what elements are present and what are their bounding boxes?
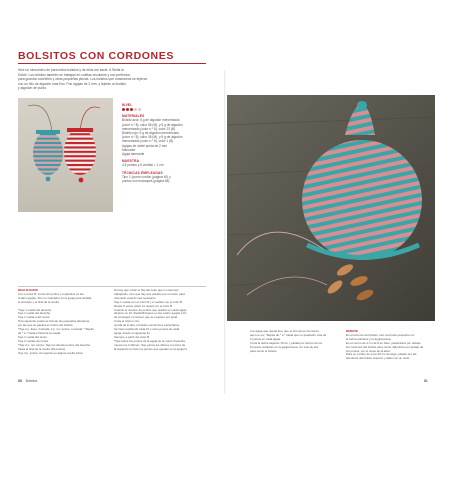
techniques-line: Tipo 1 (punto cordón (página 40) y [122, 174, 171, 179]
right-column-2 [346, 330, 441, 361]
instruction-line: de * a * hasta el final de la vuelta. [18, 331, 61, 335]
instruction-line: menos los 2 últimos. Teje juntos los últimos 2 puntos de [114, 343, 186, 347]
instruction-line: la siguiente le hace los puntos que quedan en la aguja la [114, 347, 187, 351]
techniques-label: TÉCNICAS EMPLEADAS [122, 170, 163, 175]
materials-line: mercerizado (color n.º 8), color 1 (B) [122, 139, 174, 144]
intro-paragraph [18, 68, 206, 91]
instruction-line: hasta el final de la vuelta (45 puntos). [18, 347, 67, 351]
instruction-line: Siempre a partir del color B. [114, 335, 150, 339]
left-footer [18, 379, 37, 383]
instruction-line: Teje 1 vuelta del derecho. [18, 312, 51, 316]
intro-line: para guardar colchetes y otras pequeñas piezas. Los bolsitos que mostramos se tejieron [18, 77, 148, 81]
specs-box [122, 103, 217, 183]
level-dot [138, 108, 141, 111]
pouches-photo [18, 98, 113, 212]
pouch-closeup-photo [227, 95, 435, 321]
materials-line: Agujas de doble punta de 2 mm [122, 143, 168, 148]
instruction-line: Se hace repitiendo cada 10 y otros puntos de cada [114, 328, 180, 332]
instructions-column-1 [18, 289, 108, 355]
instruction-line: Cuando el número de puntos que quedan en cada aguja [114, 308, 187, 312]
instruction-line: trabajando: sino que hay que pasarlo por el revés, para [114, 292, 185, 296]
instruction-line: Teje 4 p. juntos; sin tejerlos en alguna vuelta (reta). [18, 351, 84, 355]
instruction-line: aguja, desde el siguiente fin. [114, 331, 151, 335]
instruction-line: Teje 1 vuelta del revés. [18, 335, 48, 339]
intro-line: y algodón de punto. [18, 86, 47, 90]
instruction-line: Si la siguiente vuelta se forman las pequeñas aberturas [18, 320, 90, 324]
page-number: 88 [18, 379, 22, 383]
level-label: NIVEL [122, 103, 133, 107]
instruction-line: Teje 2 vueltas del revés. [18, 339, 50, 343]
instruction-line: de conseguir el número que se requiere por igual. [114, 316, 178, 320]
materials-line: mercerizado (color n.º 8), color 23 (B) [122, 126, 176, 131]
instruction-line: la hebra sobrante y la aguja lanera. [346, 337, 392, 341]
instruction-line: por las que se pasará el cordón del bolsito: [18, 324, 74, 328]
instruction-line: Teje 1 vuelta con el color M y 2 vueltas con el color B. [114, 300, 183, 304]
level-dot [122, 108, 125, 111]
instruction-line: No hay que cortar el hilo del color que no estemos [114, 289, 179, 292]
section-rule [18, 286, 206, 287]
pouch-closeup-illustration [227, 95, 435, 321]
instruction-line: a la aguja que queda fino, que el otro del en la misma [250, 330, 319, 333]
instruction-line: aberturas del bolsito superior y átalo con un nudo. [346, 357, 411, 361]
column-heading: REMATE [346, 330, 358, 333]
instruction-line: Cuatro agujas. Pon un marcador en la aguja para señalar [18, 296, 92, 300]
instruction-line: el principio y el final de la vuelta. [18, 300, 60, 304]
materials-label: MATERIALES [122, 114, 145, 119]
instruction-line: 2 puntos en cada aguja. [250, 337, 281, 341]
instruction-line: *Teje 1 vuelta del derecho. [18, 308, 53, 312]
title-rule [18, 63, 206, 64]
instruction-line: los puntos, por el revés de la labor. [346, 349, 391, 353]
instruction-line: Ayuda de lo alto, el bolsito comienza a estrecharse. [114, 324, 180, 328]
instruction-line: *Teje 2 p. lisos, 1 lazada, 2 p. rev. juntos, 1 lazada: * Repite [18, 328, 94, 332]
column-heading: REALIZACIÓN [18, 289, 38, 292]
materials-line: (color n.º 8), color 56 (M), y 5 g de algodón [122, 122, 183, 127]
instruction-line: los cordones del bolsito para cerrar, fijándolos por debajo de [346, 345, 424, 349]
gauge-line: 4,5 puntos y 6 vueltas = 1 cm [122, 163, 164, 168]
level-dot [130, 108, 133, 111]
instruction-line: retomarlo cuando sea necesario. [114, 296, 157, 300]
intro-line: Hice un sinnúmero de para estos bolsitos y de ellos me sacié. A Stella la [18, 68, 124, 72]
instruction-line: Corta el mismo mrn. [114, 320, 141, 324]
instruction-line: *Teje 2 p. rev. juntos. Teje los demás puntos del derecho [18, 343, 91, 347]
materials-line: Bolsito rojo: 5 g de algodón mercerizado [122, 131, 180, 136]
intro-line: con un hilo de algodón más fino. Pon agujas de 2 mm, y tejerás un bolsito [18, 81, 126, 86]
pouches-illustration [18, 98, 113, 212]
intro-line: Doble. Los bolsitos también se trabajan en vueltas circulares y son perfectos [18, 72, 130, 77]
instruction-line: Corta la hebra dejando 15 cm y pásala por dentro de los [250, 341, 323, 345]
instruction-line: 8 puntos restantes en la aguja lanera. Un solo de ello [250, 345, 319, 349]
running-head: Bolsitos [25, 379, 38, 383]
page-gutter [224, 70, 226, 394]
level-dot [134, 108, 137, 111]
materials-line: Marcador [122, 147, 136, 152]
instruction-line: Repite 5 veces (total: 11 rayas) con el color B. [114, 304, 173, 308]
techniques-line: puntos con bodoques (página 66) [122, 179, 170, 184]
instructions-column-2 [114, 289, 204, 352]
instruction-line: alcance un 10. Redistribúyelos en las cuatro agujas a fin [114, 312, 187, 316]
instruction-line: *Teje todos los puntos de la aguja de la mano izquierda [114, 339, 185, 343]
page-title: BOLSITOS CON CORDONES [18, 50, 174, 62]
instruction-line: para cerrar el bolsito. [250, 349, 278, 353]
instruction-line: Para un cordón de unos 40 cm de largo, pásalo por las [346, 353, 417, 357]
instruction-line: En el extremo del bolsito, haz una borla pequeña con [346, 333, 415, 337]
right-footer [424, 379, 431, 383]
materials-line: Bolsito azul: 5 g de algodón mercerizado [122, 118, 180, 123]
gauge-label: MUESTRA [122, 159, 140, 164]
instruction-line: aquí se rev. "Repite de * a * hasta que no quedarán más de [250, 333, 327, 337]
instruction-line: Con el color B, monta 40 puntos y repártelos en las [18, 292, 84, 296]
level-dot [126, 108, 129, 111]
materials-line: (color n.º 8), color 35 (M), y 5 g de algodón [122, 135, 183, 140]
right-column-1 [250, 330, 345, 353]
page-number: 81 [424, 379, 428, 383]
level-rating [122, 108, 217, 111]
materials-line: Aguja lanera/de [122, 152, 145, 157]
instruction-line: En el centro de 4 cm de 8 en hilos, pasándolos por debajo [346, 341, 421, 345]
instruction-line: Teje 1 vuelta a del revés. [18, 316, 50, 320]
